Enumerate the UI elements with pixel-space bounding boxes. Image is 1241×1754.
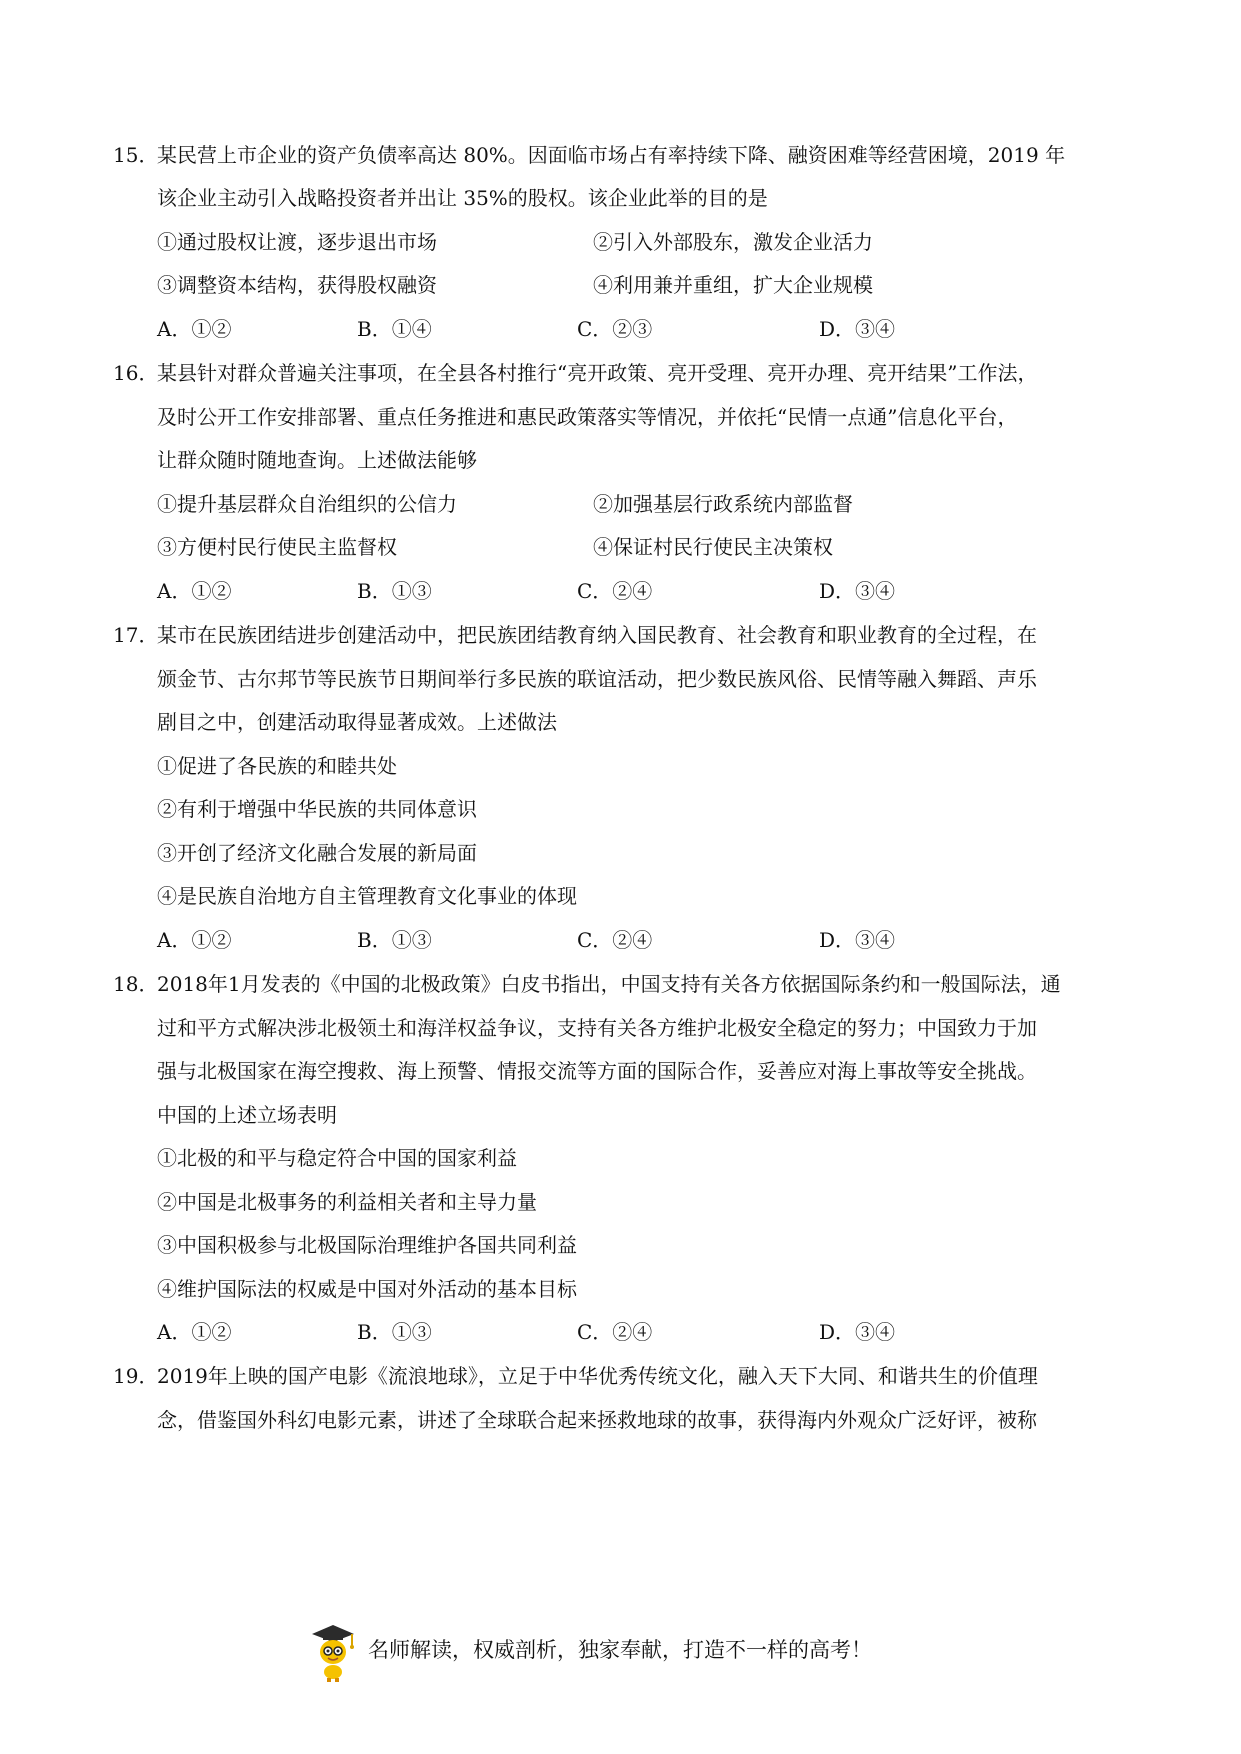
answer-choice-b: B．①③ [357,928,432,952]
question-stem-line: 某市在民族团结进步创建活动中，把民族团结教育纳入国民教育、社会教育和职业教育的全过程，在 [157,623,1037,647]
scholar-mascot-icon [308,1620,358,1682]
question-number: 18． [113,972,159,996]
question-stem-line: 该企业主动引入战略投资者并出让 35%的股权。该企业此举的目的是 [157,186,768,210]
answer-choice-c: C．②④ [577,928,653,952]
answer-choices [157,576,1057,606]
answer-choice-a: A．①② [157,317,232,341]
statement-option: ③调整资本结构，获得股权融资 [157,273,437,297]
question-stem-line: 过和平方式解决涉北极领土和海洋权益争议，支持有关各方维护北极安全稳定的努力；中国致力于加 [157,1016,1037,1040]
statement-option: ④维护国际法的权威是中国对外活动的基本目标 [157,1277,577,1301]
answer-choices [157,314,1057,344]
question-stem-line: 颁金节、古尔邦节等民族节日期间举行多民族的联谊活动，把少数民族风俗、民情等融入舞蹈、声乐 [157,667,1037,691]
question-stem-line: 强与北极国家在海空搜救、海上预警、情报交流等方面的国际合作，妥善应对海上事故等安全挑战。 [157,1059,1037,1083]
footer-slogan: 名师解读，权威剖析，独家奉献，打造不一样的高考！ [368,1638,872,1662]
statement-option: ②中国是北极事务的利益相关者和主导力量 [157,1190,537,1214]
statement-option: ①提升基层群众自治组织的公信力 [157,492,457,516]
question-stem-line: 某县针对群众普遍关注事项，在全县各村推行“亮开政策、亮开受理、亮开办理、亮开结果”工作法， [157,361,1038,385]
answer-choice-c: C．②④ [577,579,653,603]
statement-option: ③开创了经济文化融合发展的新局面 [157,841,477,865]
statement-option: ④是民族自治地方自主管理教育文化事业的体现 [157,884,577,908]
answer-choice-a: A．①② [157,1320,232,1344]
answer-choice-d: D．③④ [819,317,896,341]
answer-choice-d: D．③④ [819,579,896,603]
statement-option: ③方便村民行使民主监督权 [157,535,397,559]
question-number: 16． [113,361,159,385]
answer-choice-a: A．①② [157,579,232,603]
answer-choice-c: C．②④ [577,1320,653,1344]
answer-choice-b: B．①③ [357,579,432,603]
answer-choice-d: D．③④ [819,1320,896,1344]
answer-choice-c: C．②③ [577,317,653,341]
question-number: 15． [113,143,159,167]
answer-choice-b: B．①③ [357,1320,432,1344]
statement-option: ②有利于增强中华民族的共同体意识 [157,797,477,821]
question-stem-line: 剧目之中，创建活动取得显著成效。上述做法 [157,710,557,734]
question-number: 19． [113,1364,159,1388]
statement-option: ②引入外部股东，激发企业活力 [593,230,873,254]
statement-option: ③中国积极参与北极国际治理维护各国共同利益 [157,1233,577,1257]
question-stem-line: 2018年1月发表的《中国的北极政策》白皮书指出，中国支持有关各方依据国际条约和一般国际法，通 [157,972,1061,996]
statement-option: ④保证村民行使民主决策权 [593,535,833,559]
answer-choices [157,1317,1057,1347]
question-stem-line: 2019年上映的国产电影《流浪地球》，立足于中华优秀传统文化，融入天下大同、和谐共生的价值理 [157,1364,1038,1388]
answer-choice-a: A．①② [157,928,232,952]
question-stem-line: 让群众随时随地查询。上述做法能够 [157,448,477,472]
question-number: 17． [113,623,159,647]
page-footer [300,1620,1000,1680]
question-stem-line: 念，借鉴国外科幻电影元素，讲述了全球联合起来拯救地球的故事，获得海内外观众广泛好评，被称 [157,1408,1037,1432]
question-stem-line: 某民营上市企业的资产负债率高达 80%。因面临市场占有率持续下降、融资困难等经营困境，2019 年 [157,143,1066,167]
question-stem-line: 及时公开工作安排部署、重点任务推进和惠民政策落实等情况，并依托“民情一点通”信息化平台， [157,405,1018,429]
statement-option: ②加强基层行政系统内部监督 [593,492,853,516]
statement-option: ④利用兼并重组，扩大企业规模 [593,273,873,297]
statement-option: ①通过股权让渡，逐步退出市场 [157,230,437,254]
question-stem-line: 中国的上述立场表明 [157,1103,337,1127]
answer-choices [157,925,1057,955]
statement-option: ①北极的和平与稳定符合中国的国家利益 [157,1146,517,1170]
answer-choice-d: D．③④ [819,928,896,952]
answer-choice-b: B．①④ [357,317,432,341]
statement-option: ①促进了各民族的和睦共处 [157,754,397,778]
